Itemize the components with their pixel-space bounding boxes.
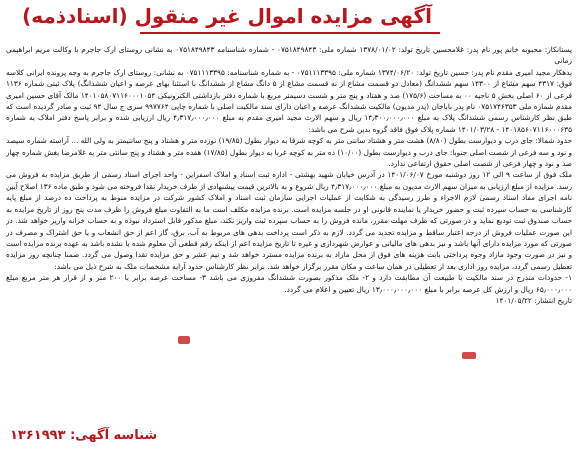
- header: [6, 0, 572, 44]
- red-mark: [178, 336, 190, 344]
- title-underline: [140, 32, 440, 34]
- paragraph-creditor: پستانکار: محبوبه خانم پور نام پدر: غلامحسین تاریخ تولد: ۱۳۷۸/۰۱/۰۲ شماره ملی: ۰۷۵۱۸۴۹۸۴۳ - شماره شناسنامه ۰۷۵۱۸۴۹۸۴۳ به نشانی روستای ارک جاجرم با وکالت مریم ابراهیمی زمانی: [6, 45, 572, 66]
- paragraph-debtor: بدهکار مجید امیری مقدم نام پدر: حسین تاریخ تولد: ۱۳۷۴/۰۶/۲۰ شماره ملی: ۰۷۵۱۱۱۳۳۹۵ - به شماره شناسنامه: ۰۷۵۱۱۱۳۳۹۵ به نشانی: روستای ارک جاجرم به وجه پرونده ایرانی کلاسه فوق: ۴۳۱۷ سهم مشاع از ۱۴۳۰۰ سهم ششدانگ (معادل دو قسمت مشاع از نه قسمت مشاع از ۵ دانگ مشاع از ششدانگ با استثنا بهای عرصه و اعیان ششدانگ) پلاک ثبتی شماره ۱۱۳۶ فرعی از ۶۰ اصلی بخش ۵ ناحیه ۰۰ به مساحت (۱۷۵/۶) صد و هفتاد و پنج متر و شست دسیمتر مربع با شماره دفتر بازداشتی الکترونیکی ۱۴۰۱۰۵۸۰۷۱۱۶۰۰۰۱۰۵۴ مالک آقای حسین امیری مقدم شماره ملی ۰۷۵۱۷۴۶۳۵۳ نام پدر باباخان (پدر مدیون) مالکیت ششدانگ عرصه و اعیان دارای سند مالکیت اصلی با شماره چاپی ۹۹۷۷۶۴ سری ج سال ۹۴ ثبت و صادر گردیده است که طبق نظر کارشناس رسمی ششدانگ پلاک به مبلغ ۱۴٫۳۰۰٫۰۰۰٫۰۰۰ ریال و سهم الارث مجید امیری مقدم به مبلغ ۴٫۳۱۷٫۰۰۰٫۰۰۰ ریال ارزیابی شده و برابر پاسخ دفتر املاک به شماره ۱۴۰۱۸۵۶۰۷۱۱۶۰۰۰۶۳۵ - ۱۴۰۱/۰۳/۲۸ شماره پلاک فوق فاقد گروه بدین شرح می باشد:: [6, 67, 572, 134]
- paragraph-publish-date: تاریخ انتشار: ۱۴۰۱/۰۵/۲۲: [495, 295, 572, 305]
- paragraph-boundaries: حدود شمالا: جای درب و دیوارست بطول (۸/۸۰) هشت متر و هشتاد سانتی متر به کوچه شرقا به دیوار بطول (۱۹/۸۵) نوزده متر و هشتاد و پنج سانتیمتر به ولی الله ... آراسته شماره سیصد و نود و سه فرعی از شصت اصلی جنوبا: جای درب و دیوارست بطول (۱۰/۰۰) ده متر به کوچه غربا به دیوار بطول (۱۷/۸۵) هفده متر و هشتاد و پنج سانتی متر به غلامرضا بغش شماره چهار صد و نود و چهار فرعی از شصت اصلی حقوق ارتفاعی ندارد.: [6, 136, 572, 169]
- notice-id-label: شناسه آگهی:: [70, 428, 158, 443]
- notice-id-value: ۱۳۶۱۹۹۳: [10, 428, 66, 443]
- page-title: آگهی مزایده اموال غیر منقول (اسنادذمه): [22, 4, 432, 28]
- notice-body: [6, 44, 572, 414]
- paragraph-auction-terms: ملک فوق از ساعت ۹ الی ۱۲ روز دوشنبه مورخ ۱۴۰۱/۰۶/۰۷ در آدرس خیابان شهید بهشتی - اداره ثبت اسناد و املاک اسفراین - واحد اجرای اسناد رسمی از طریق مزایده به فروش می رسد. مزایده از مبلغ ارزیابی به میزان سهم الارث مدیون به مبلغ ۴٫۳۱۷٫۰۰۰٫۰۰۰ ریال شروع و به بالاترین قیمت پیشنهادی از طرف خریدار نقدا فروخته می شود و طبق ماده ۱۳۶ اصلاح آیین نامه اجرای مفاد اسناد رسمی لازم الاجراء و طرز رسیدگی به شکایت از عملیات اجرایی سازمان ثبت اسناد و املاک کشور شرکت در مزایده منوط به پرداخت ده درصد از مبلغ پایه کارشناسی به حساب سپرده ثبت و حضور خریدار یا نماینده قانونی او در جلسه مزایده است. برنده مزایده مکلف است ما به التفاوت مبلغ فروش را ظرف مدت پنج روز از تاریخ مزایده به حساب صندوق ثبت تودیع نماید و در صورتی که ظرف مهلت مقرر، مانده فروش را به حساب سپرده ثبت واریز نکند، مبلغ مذکور قابل استرداد نبوده و به حساب خزانه واریز خواهد شد. در این صورت عملیات فروش از درجه اعتبار ساقط و مزایده تجدید می گردد. لازم به ذکر است پرداخت بدهی های مربوط به آب، برق، گاز اعم از حق انشعاب و یا حق اشتراک و مصرف در صورتی که مورد مزایده دارای آنها باشد و نیز بدهی های مالیاتی و عوارض شهرداری و غیره تا تاریخ مزایده اعم از اینکه رقم قطعی آن معلوم شده یا نشده باشد به عهده برنده مزایده است و نیز در صورت وجود مازاد وجوه پرداختی بابت هزینه های فوق از محل مازاد به برنده مزایده مسترد خواهد شد و نیم عشر و حق مزایده نقدا وصول می گردد. ضمنا چنانچه روز مزایده تعطیل رسمی گردد، مزایده روز اداری بعد از تعطیلی در همان ساعت و مکان مقرر برگزار خواهد شد. برابر نظر کارشناس حدود آرایه مشخصات ملک به شرح ذیل می باشد:: [6, 170, 572, 271]
- red-mark: [462, 352, 476, 359]
- paragraph-expert-notes: ۱- حدودات مندرج در سند مالکیت با طبیعت آن مطابقت دارد و ۲- ملک مذکور بصورت ششدانگ مفروزی می باشد ۳- مساحت عرصه برابر با ۲۰۰ متر و از قرار هر متر مربع مبلغ ۶۵٫۰۰۰٫۰۰۰ ریال و ارزش کل عرصه برابر با مبلغ ۱۳٫۰۰۰٫۰۰۰٫۰۰۰ ریال تعیین و اعلام می گردد.: [6, 273, 572, 294]
- notice-id: [10, 428, 157, 443]
